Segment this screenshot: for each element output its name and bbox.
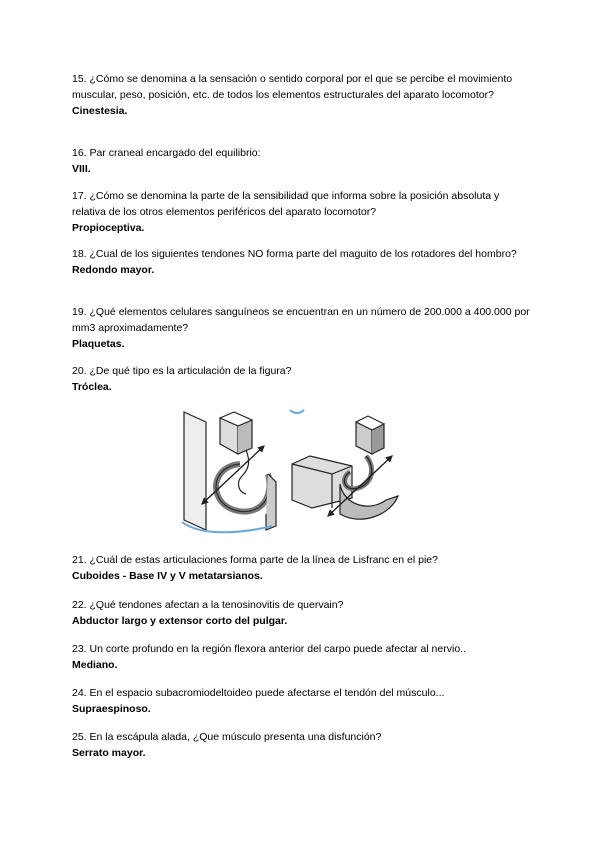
answer-text: Propioceptiva. (72, 222, 145, 234)
question-15 (72, 71, 532, 119)
question-text: 20. ¿De qué tipo es la articulación de la figura? (72, 365, 292, 377)
question-text: 22. ¿Qué tendones afectan a la tenosinovitis de quervain? (72, 599, 344, 611)
question-text: 25. En la escápula alada, ¿Que músculo presenta una disfunción? (72, 731, 382, 743)
question-text: 16. Par craneal encargado del equilibrio: (72, 147, 261, 159)
answer-text: Cinestesia. (72, 105, 128, 117)
question-text: 19. ¿Qué elementos celulares sanguíneos se encuentran en un número de 200.000 a 400.000 por mm3 aproximadamente? (72, 306, 530, 334)
answer-text: Supraespinoso. (72, 703, 151, 715)
answer-text: Tróclea. (72, 381, 112, 393)
question-21 (72, 552, 532, 584)
question-17 (72, 188, 532, 236)
question-text: 17. ¿Cómo se denomina la parte de la sensibilidad que informa sobre la posición absoluta y relativa de los otros elementos periféricos del aparato locomotor? (72, 190, 500, 218)
blue-mark (290, 410, 304, 413)
answer-text: VIII. (72, 163, 91, 175)
joint-right-illustration (292, 416, 398, 519)
question-23 (72, 641, 532, 673)
question-24 (72, 685, 532, 717)
question-19 (72, 304, 532, 352)
answer-text: Plaquetas. (72, 338, 125, 350)
answer-text: Redondo mayor. (72, 264, 155, 276)
question-text: 15. ¿Cómo se denomina a la sensación o sentido corporal por el que se percibe el movimiento muscular, peso, posición, etc. de todos los elementos estructurales del aparato locomotor? (72, 73, 513, 101)
joint-left-illustration (182, 412, 276, 532)
answer-text: Abductor largo y extensor corto del pulgar. (72, 615, 288, 627)
question-25 (72, 729, 532, 761)
question-text: 21. ¿Cuál de estas articulaciones forma parte de la línea de Lisfranc en el pie? (72, 554, 438, 566)
question-text: 24. En el espacio subacromiodeltoideo puede afectarse el tendón del músculo... (72, 687, 445, 699)
answer-text: Serrato mayor. (72, 747, 146, 759)
question-18 (72, 246, 532, 278)
trochlear-joint-figure (180, 404, 420, 534)
question-text: 18. ¿Cual de los siguientes tendones NO forma parte del maguito de los rotadores del hombro? (72, 248, 517, 260)
question-22 (72, 597, 532, 629)
question-text: 23. Un corte profundo en la región flexora anterior del carpo puede afectar al nervio.. (72, 643, 466, 655)
question-16 (72, 145, 532, 177)
answer-text: Mediano. (72, 659, 118, 671)
answer-text: Cuboides - Base IV y V metatarsianos. (72, 570, 263, 582)
question-20 (72, 363, 532, 395)
